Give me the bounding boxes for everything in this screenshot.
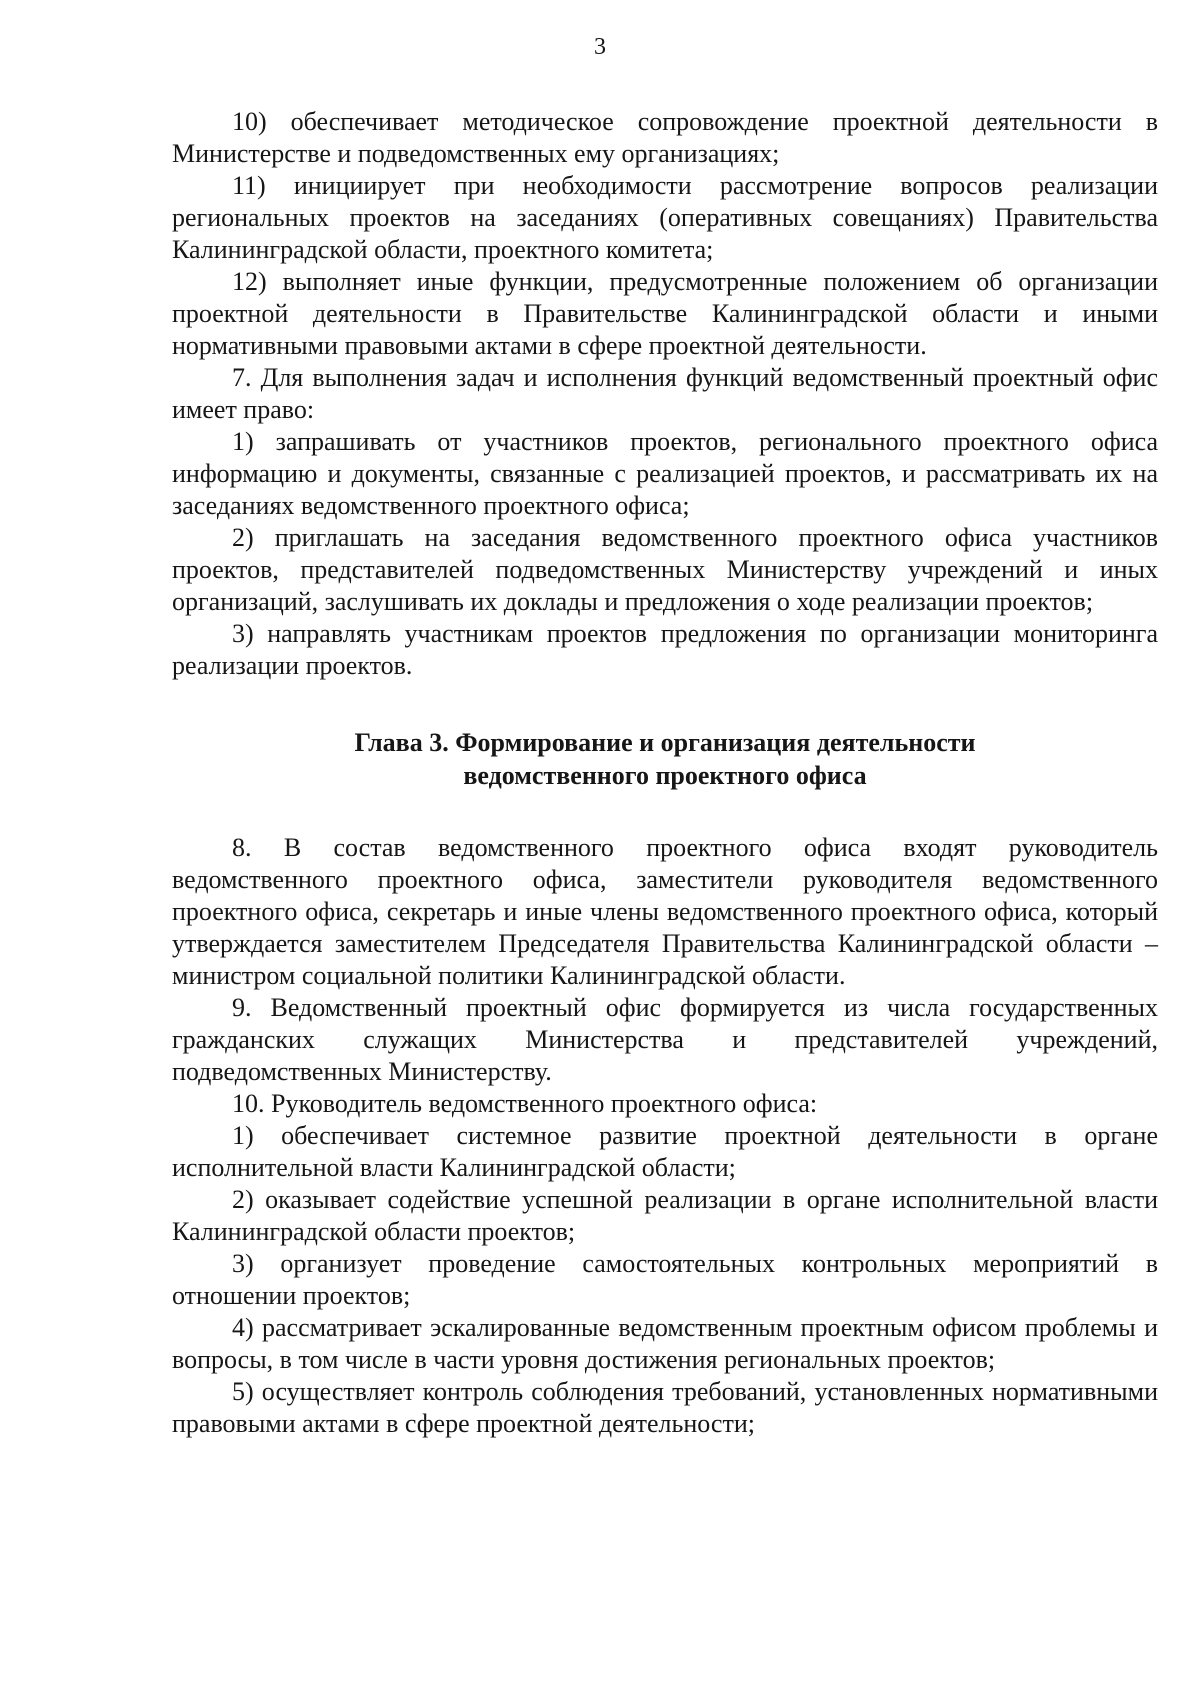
paragraph-item-10: 10) обеспечивает методическое сопровождение проектной деятельности в Министерстве и подведомственных ему организациях; bbox=[172, 107, 1158, 168]
paragraph-clause-9: 9. Ведомственный проектный офис формируется из числа государственных гражданских служащих Министерства и представителей учреждений, подведомственных Министерству. bbox=[172, 993, 1158, 1086]
paragraph-right-1: 1) запрашивать от участников проектов, регионального проектного офиса информацию и документы, связанные с реализацией проектов, и рассматривать их на заседаниях ведомственного проектного офиса; bbox=[172, 427, 1158, 520]
chapter-heading-line-1: Глава 3. Формирование и организация деятельности bbox=[354, 728, 976, 757]
document-body bbox=[172, 106, 1158, 1440]
paragraph-clause-10: 10. Руководитель ведомственного проектного офиса: bbox=[232, 1089, 818, 1118]
paragraph-clause-7: 7. Для выполнения задач и исполнения функций ведомственный проектный офис имеет право: bbox=[172, 363, 1158, 424]
paragraph-head-duty-4: 4) рассматривает эскалированные ведомственным проектным офисом проблемы и вопросы, в том числе в части уровня достижения региональных проектов; bbox=[172, 1313, 1158, 1374]
paragraph-right-3: 3) направлять участникам проектов предложения по организации мониторинга реализации проектов. bbox=[172, 619, 1158, 680]
paragraph-right-2: 2) приглашать на заседания ведомственного проектного офиса участников проектов, представителей подведомственных Министерству учреждений и иных организаций, заслушивать их доклады и предложения о ходе реализации проектов; bbox=[172, 523, 1158, 616]
chapter-heading bbox=[172, 726, 1158, 792]
paragraph-item-12: 12) выполняет иные функции, предусмотренные положением об организации проектной деятельности в Правительстве Калининградской области и иными нормативными правовыми актами в сфере проектной деятельности. bbox=[172, 267, 1158, 360]
paragraph-clause-8: 8. В состав ведомственного проектного офиса входят руководитель ведомственного проектного офиса, заместители руководителя ведомственного проектного офиса, секретарь и иные члены ведомственного проектного офиса, который утверждается заместителем Председателя Правительства Калининградской области – министром социальной политики Калининградской области. bbox=[172, 833, 1158, 990]
paragraph-head-duty-3: 3) организует проведение самостоятельных контрольных мероприятий в отношении проектов; bbox=[172, 1249, 1158, 1310]
paragraph-head-duty-5: 5) осуществляет контроль соблюдения требований, установленных нормативными правовыми актами в сфере проектной деятельности; bbox=[172, 1377, 1158, 1438]
chapter-heading-line-2: ведомственного проектного офиса bbox=[463, 761, 867, 790]
paragraph-item-11: 11) инициирует при необходимости рассмотрение вопросов реализации региональных проектов на заседаниях (оперативных совещаниях) Правительства Калининградской области, проектного комитета; bbox=[172, 171, 1158, 264]
page-number: 3 bbox=[594, 34, 606, 60]
paragraph-head-duty-2: 2) оказывает содействие успешной реализации в органе исполнительной власти Калининградской области проектов; bbox=[172, 1185, 1158, 1246]
paragraph-head-duty-1: 1) обеспечивает системное развитие проектной деятельности в органе исполнительной власти Калининградской области; bbox=[172, 1121, 1158, 1182]
